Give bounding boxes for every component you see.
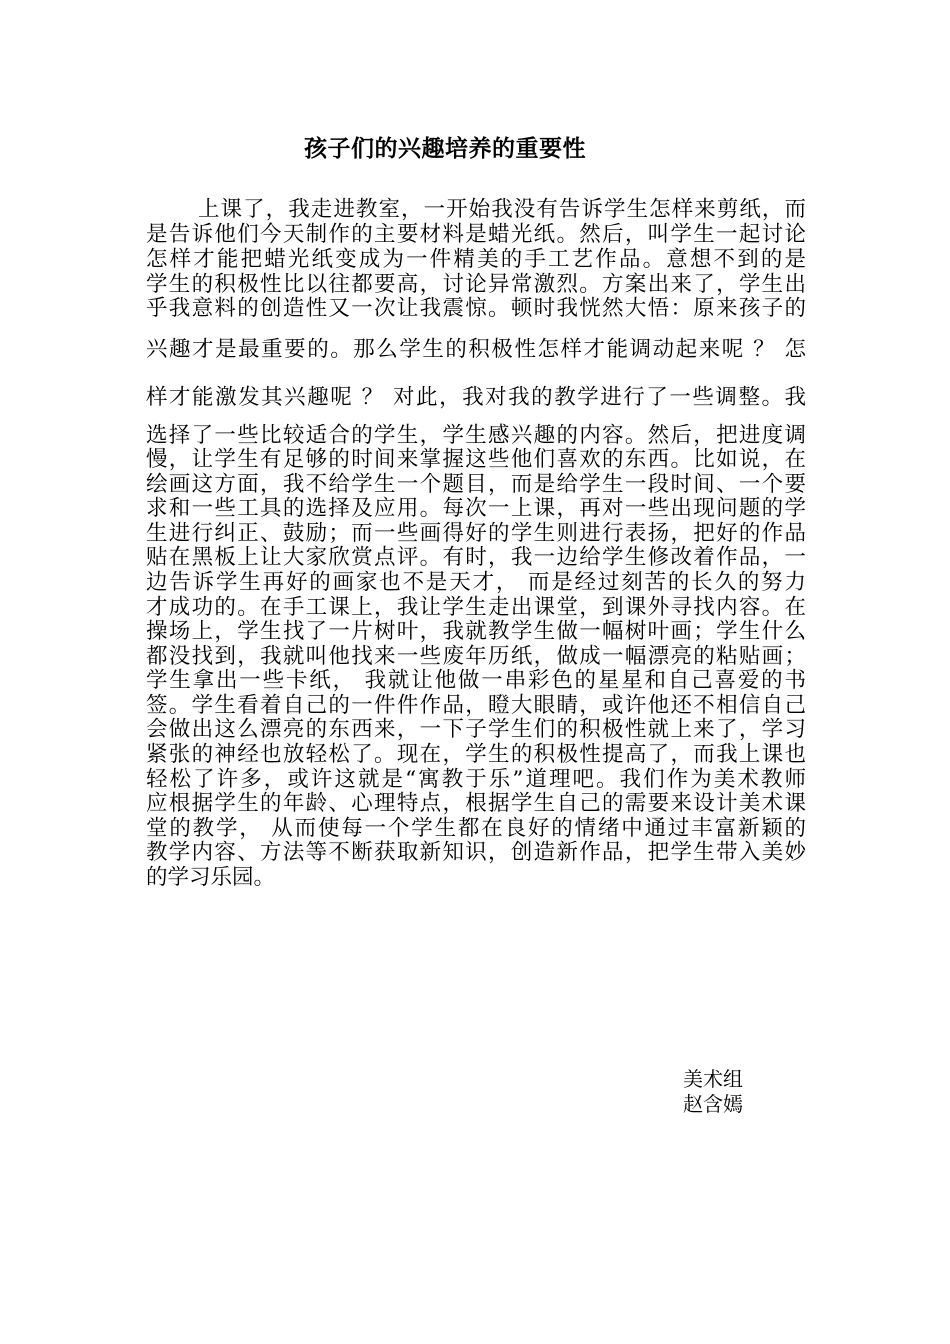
paragraph-line: 边告诉学生再好的画家也不是天才， 而是经过刻苦的长久的努力 [146, 570, 806, 595]
paragraph-line: 是告诉他们今天制作的主要材料是蜡光纸。然后，叫学生一起讨论 [146, 222, 806, 247]
paragraph-line: 上课了，我走进教室，一开始我没有告诉学生怎样来剪纸，而 [198, 197, 806, 222]
paragraph-line: 都没找到，我就叫他找来一些废年历纸，做成一幅漂亮的粘贴画； [146, 644, 806, 669]
paragraph-line: 学生的积极性比以往都要高，讨论异常激烈。方案出来了，学生出 [146, 272, 806, 297]
paragraph-line: 的学习乐园。 [146, 865, 276, 890]
paragraph-line: 紧张的神经也放轻松了。现在，学生的积极性提高了，而我上课也 [146, 742, 806, 767]
paragraph-line: 生进行纠正、鼓励；而一些画得好的学生则进行表扬，把好的作品 [146, 521, 806, 546]
paragraph-line: 轻松了许多，或许这就是“寓教于乐”道理吧。我们作为美术教师 [146, 767, 806, 792]
document-title: 孩子们的兴趣培养的重要性 [304, 136, 586, 162]
paragraph-line: 堂的教学， 从而使每一个学生都在良好的情绪中通过丰富新颖的 [146, 816, 806, 841]
paragraph-line: 兴趣才是最重要的。那么学生的积极性怎样才能调动起来呢 ？ 怎 [146, 337, 806, 362]
paragraph-line: 样才能激发其兴趣呢 ？ 对此，我对我的教学进行了一些调整。我 [146, 385, 806, 410]
paragraph-line: 应根据学生的年龄、心理特点，根据学生自己的需要来设计美术课 [146, 791, 806, 816]
paragraph-line: 会做出这么漂亮的东西来，一下子学生们的积极性就上来了，学习 [146, 717, 806, 742]
paragraph-line: 贴在黑板上让大家欣赏点评。有时，我一边给学生修改着作品，一 [146, 545, 806, 570]
paragraph-line: 乎我意料的创造性又一次让我震惊。顿时我恍然大悟：原来孩子的 [146, 296, 806, 321]
paragraph-line: 教学内容、方法等不断获取新知识，创造新作品，把学生带入美妙 [146, 840, 806, 865]
paragraph-line: 绘画这方面，我不给学生一个题目，而是给学生一段时间、一个要 [146, 472, 806, 497]
signature-author: 赵含嫣 [683, 1092, 743, 1116]
paragraph-line: 怎样才能把蜡光纸变成为一件精美的手工艺作品。意想不到的是 [146, 247, 806, 272]
paragraph-line: 签。学生看着自己的一件件作品，瞪大眼睛，或许他还不相信自己 [146, 693, 806, 718]
paragraph-line: 学生拿出一些卡纸， 我就让他做一串彩色的星星和自己喜爱的书 [146, 668, 806, 693]
paragraph-line: 操场上，学生找了一片树叶，我就教学生做一幅树叶画；学生什么 [146, 619, 806, 644]
paragraph-line: 求和一些工具的选择及应用。每次一上课，再对一些出现问题的学 [146, 496, 806, 521]
paragraph-line: 慢，让学生有足够的时间来掌握这些他们喜欢的东西。比如说，在 [146, 447, 806, 472]
paragraph-line: 才成功的。在手工课上，我让学生走出课堂，到课外寻找内容。在 [146, 595, 806, 620]
paragraph-line: 选择了一些比较适合的学生，学生感兴趣的内容。然后，把进度调 [146, 423, 806, 448]
signature-group: 美术组 [683, 1067, 743, 1091]
